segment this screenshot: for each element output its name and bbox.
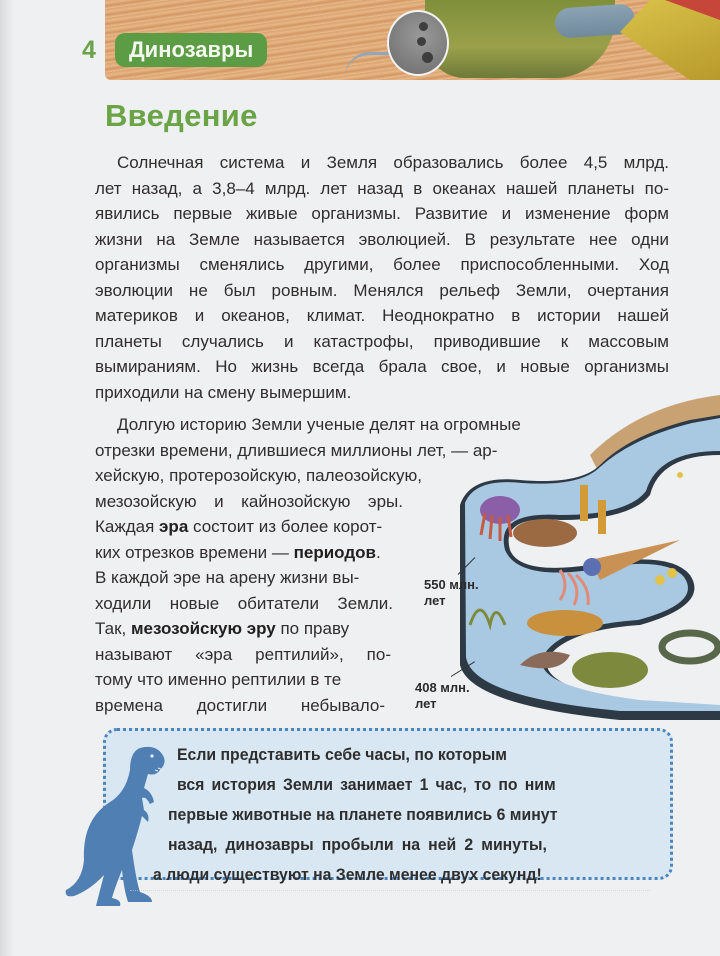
text-line: тому что именно рептилии в те [95,670,342,689]
text-run: ких отрезков времени — [95,542,294,562]
callout-line: вся история Земли занимает 1 час, то по ним [177,775,556,794]
text-line: называют «эра рептилий», по- [95,644,391,664]
text-run: Так, [95,619,131,638]
section-title: Введение [105,98,258,133]
timeline-value: 550 млн. [424,577,479,592]
timeline-unit: лет [424,593,446,608]
term-era: эра [159,517,189,536]
text-line: Долгую историю Земли ученые делят на огромные [117,415,521,434]
text-line: организмы сменялись другими, более приспособленными. Ход [95,255,669,274]
text-line: В каждой эре на арену жизни вы- [95,568,360,587]
text-line: мезозойскую и кайнозойскую эры. [95,491,403,511]
evolution-timeline-illustration [440,385,720,720]
intro-paragraph [95,150,669,405]
text-line: лет назад, а 3,8–4 млрд. лет назад в океанах нашей планеты по- [95,178,669,198]
text-line: времена достигли небывало- [95,695,385,715]
text-line: эволюции не был ровным. Менялся рельеф Земли, очертания [95,280,669,300]
text-run: по праву [275,619,350,638]
callout-line: назад, динозавры пробыли на ней 2 минуты, [168,835,547,854]
callout-line: а люди существуют на Земле менее двух секунд! [153,865,542,884]
timeline-label-408 [415,680,470,712]
dinosaur-silhouette-icon [60,740,170,912]
text-line [95,514,447,540]
callout-line: Если представить себе часы, по которым [177,745,507,764]
timeline-unit: лет [415,696,437,711]
timeline-label-550 [424,577,479,609]
text-line: планеты случались и катастрофы, приводившие к массовым [95,331,669,351]
term-mesozoic-era: мезозойскую эру [130,619,276,638]
page-number: 4 [82,36,96,64]
text-line: хейскую, протерозойскую, палеозойскую, [95,466,422,485]
text-line: Солнечная система и Земля образовались более 4,5 млрд. [117,153,669,172]
text-run: . [375,542,381,562]
text-run: Каждая [95,517,160,536]
text-line: жизни на Земле называется эволюцией. В результате нее одни [95,229,669,249]
timeline-value: 408 млн. [415,680,470,695]
page-gutter-shadow [0,0,14,956]
text-line: отрезки времени, длившиеся миллионы лет, — ар- [95,440,498,460]
text-run: состоит из более корот- [188,517,383,536]
text-line [95,616,447,642]
callout-line: первые животные на планете появились 6 минут [168,805,558,824]
bleed-through-artifact [130,890,650,897]
fossil-inset-image [387,10,449,76]
term-periods: периодов [293,542,376,562]
text-line: приходили на смену вымершим. [95,382,352,402]
text-line: ходили новые обитатели Земли. [95,593,393,613]
text-line: вымираниям. Но жизнь всегда брала свое, и новые организмы [95,357,669,376]
text-line [95,540,447,566]
text-line: материков и океанов, климат. Неоднократно в истории нашей [95,306,669,325]
text-line: явились первые живые организмы. Развитие и изменение форм [95,204,669,223]
chapter-badge: Динозавры [115,33,267,67]
